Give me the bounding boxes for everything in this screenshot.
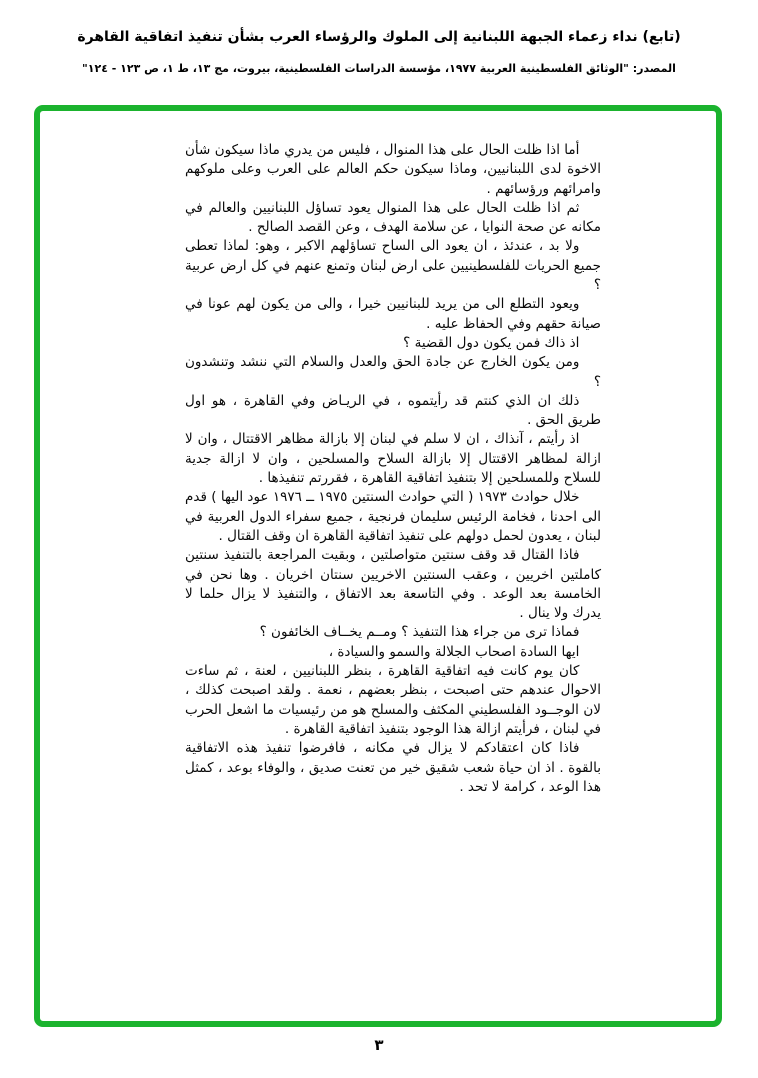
- paragraph: فاذا القتال قد وقف سنتين متواصلتين ، وبقيت المراجعة بالتنفيذ سنتين كاملتين اخريين ، وعقب السنتين الاخريين سنتان اخريان . وها نحن في الخامسة بعد الوعد . وفي التاسعة بعد الاتفاق ، والتنفيذ لا يزال حلما لا يدرك ولا ينال .: [185, 547, 601, 622]
- document-title: (تابع) نداء زعماء الجبهة اللبنانية إلى الملوك والرؤساء العرب بشأن تنفيذ اتفاقية القاهرة: [77, 29, 681, 45]
- paragraph: ثم اذا ظلت الحال على هذا المنوال يعود تساؤل اللبنانيين والعالم في مكانه عن صحة النوايا ، عن سلامة الهدف ، وعن القصد الصالح .: [185, 199, 601, 236]
- paragraph: أما اذا ظلت الحال على هذا المنوال ، فليس من يدري ماذا سيكون شأن الاخوة لدى اللبنانيين، وماذا سيكون حكم العالم على العرب وعلى ملوكهم وامرائهم ورؤسائهم .: [185, 142, 601, 197]
- document-body-text: [185, 141, 601, 797]
- page-number: ٣: [374, 1036, 384, 1054]
- paragraph: فاذا كان اعتقادكم لا يزال في مكانه ، فافرضوا تنفيذ هذه الاتفاقية بالقوة . اذ ان حياة شعب شقيق خير من تعنت صديق ، والوفاء بوعد ، كمثل هذا الوعد ، كرامة لا تحد .: [185, 740, 601, 795]
- paragraph: اذ رأيتم ، آنذاك ، ان لا سلم في لبنان إلا بازالة مظاهر الاقتتال ، وان لا ازالة لمظاهر الاقتتال إلا بازالة السلاح والمسلحين ، وان لا ازالة جدية للسلاح وللمسلحين إلا بتنفيذ اتفاقية القاهرة ، فقررتم تنفيذها .: [185, 431, 601, 487]
- paragraph: ولا بد ، عندئذ ، ان يعود الى الساح تساؤلهم الاكبر ، وهو: لماذا تعطى جميع الحريات للفلسطينيين على ارض لبنان وتمنع عنهم في كل ارض عربية ؟: [185, 238, 601, 294]
- paragraph: اذ ذاك فمن يكون دول القضية ؟: [403, 334, 580, 351]
- paragraph: ويعود التطلع الى من يريد للبنانيين خيرا ، والى من يكون لهم عونا في صيانة حقهم وفي الحفاظ عليه .: [185, 296, 601, 332]
- paragraph: ايها السادة اصحاب الجلالة والسمو والسيادة ،: [328, 643, 580, 660]
- paragraph: خلال حوادث ١٩٧٣ ( التي حوادث السنتين ١٩٧٥ ــ ١٩٧٦ عود اليها ) قدم الى احدنا ، فخامة الرئيس سليمان فرنجية ، جميع سفراء الدول العربية في لبنان ، يعدون لحمل دولهم على تنفيذ اتفاقية القاهرة ان وقف القتال .: [185, 489, 601, 544]
- document-scan-frame: [34, 105, 722, 1027]
- paragraph: فماذا ترى من جراء هذا التنفيذ ؟ ومــم يخــاف الخائفون ؟: [259, 624, 580, 641]
- paragraph: كان يوم كانت فيه اتفاقية القاهرة ، بنظر اللبنانيين ، لعنة ، ثم ساءت الاحوال عندهم حتى اصبحت ، بنظر بعضهم ، نعمة . ولقد اصبحت كذلك ، لان الوجــود الفلسطيني المكثف والمسلح هو من رئيسيات ما اشعل الحرب في لبنان ، فرأيتم ازالة هذا الوجود بتنفيذ اتفاقية القاهرة .: [185, 663, 601, 737]
- paragraph: ومن يكون الخارج عن جادة الحق والعدل والسلام التي ننشد وتنشدون ؟: [185, 354, 601, 390]
- paragraph: ذلك ان الذي كنتم قد رأيتموه ، في الريـاض وفي القاهرة ، هو اول طريق الحق .: [185, 392, 601, 429]
- source-citation: المصدر: "الوثائق الفلسطينية العربية ١٩٧٧، مؤسسة الدراسات الفلسطينية، بيروت، مج ١٣، ط ١، ص ١٢٣ - ١٢٤": [82, 62, 676, 75]
